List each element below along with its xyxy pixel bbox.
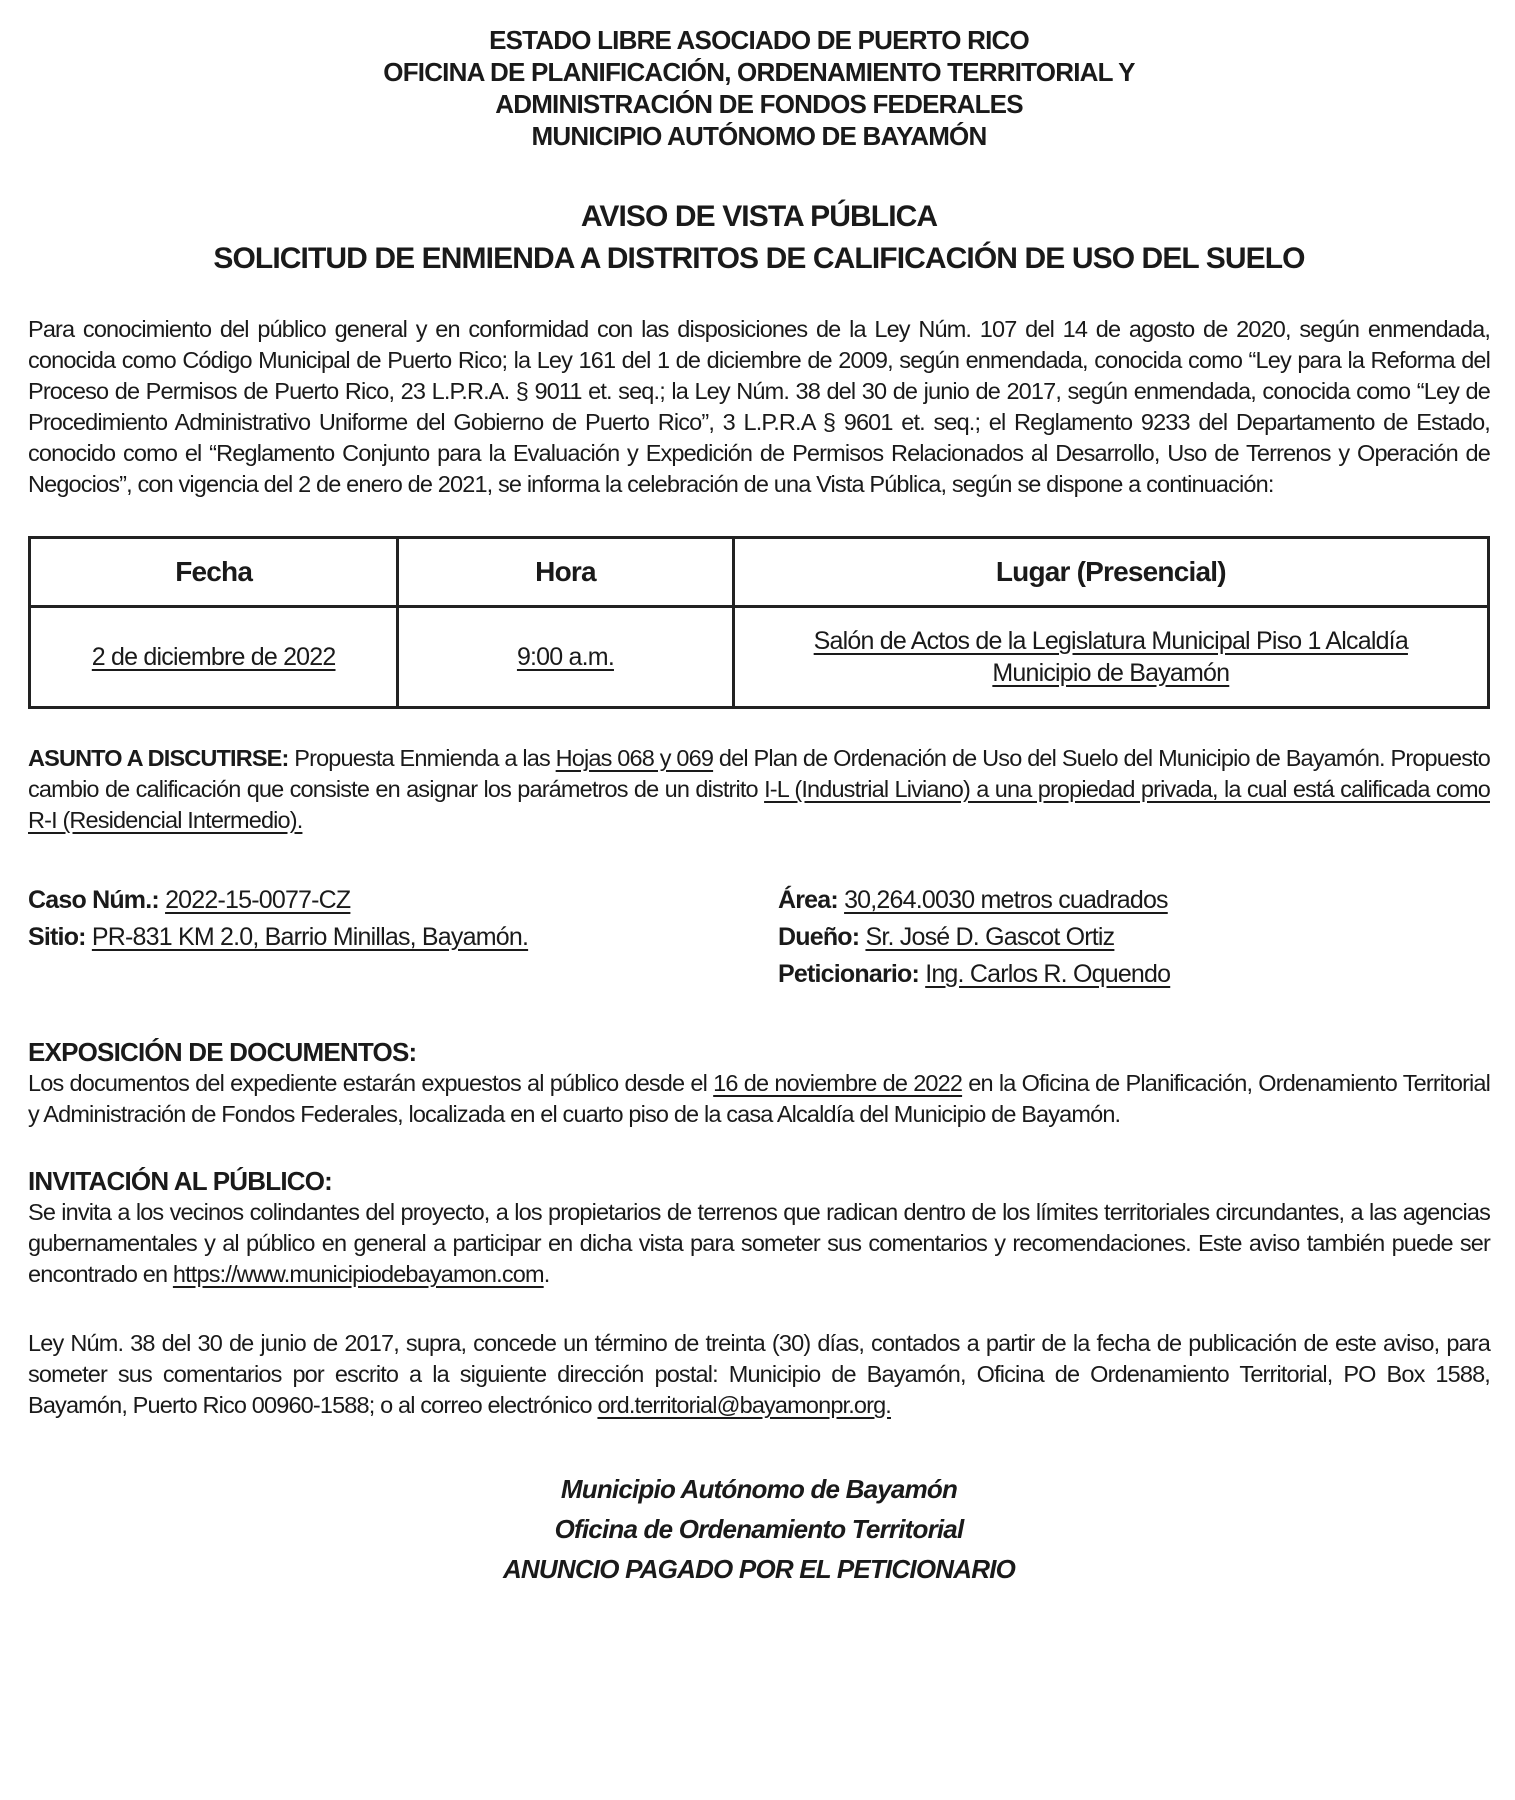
area-label: Área: — [778, 886, 838, 914]
time-column-header: Hora — [398, 538, 733, 607]
case-details — [28, 882, 1490, 993]
notice-footer — [28, 1469, 1490, 1589]
table-row — [30, 607, 1489, 708]
exposition-paragraph — [28, 1068, 1490, 1130]
site-label: Sitio: — [28, 923, 86, 951]
subject-district-change: I-L (Industrial Liviano) a una propiedad privada, la cual está calificada como R-I (Residencial Intermedio). — [28, 776, 1490, 833]
invitation-text-2: . — [543, 1261, 550, 1287]
footer-line-3: ANUNCIO PAGADO POR EL PETICIONARIO — [502, 1554, 1016, 1584]
case-details-right — [778, 882, 1490, 993]
petitioner-value: Ing. Carlos R. Oquendo — [925, 960, 1171, 988]
date-column-header: Fecha — [30, 538, 398, 607]
subject-text-2: del Plan de Ordenación de Uso del Suelo del Municipio de Bayamón. Propuesto cambio de calificación que consiste en asignar los parámetros de un distrito — [28, 745, 1490, 802]
place-column-header: Lugar (Presencial) — [733, 538, 1488, 607]
hearing-date-cell — [30, 607, 398, 708]
area-value: 30,264.0030 metros cuadrados — [844, 886, 1168, 914]
contact-email-link[interactable]: ord.territorial@bayamonpr.org. — [597, 1392, 891, 1418]
case-number-row — [28, 882, 778, 919]
case-details-left — [28, 882, 778, 993]
petitioner-row — [778, 956, 1490, 993]
site-row — [28, 919, 778, 956]
header-line-3: ADMINISTRACIÓN DE FONDOS FEDERALES — [495, 89, 1023, 119]
area-row — [778, 882, 1490, 919]
petitioner-label: Peticionario: — [778, 960, 920, 988]
exposition-text-2: en la Oficina de Planificación, Ordenamiento Territorial y Administración de Fondos Federales, localizada en el cuarto piso de la casa Alcaldía del Municipio de Bayamón. — [28, 1070, 1491, 1127]
hearing-date: 2 de diciembre de 2022 — [91, 643, 336, 671]
owner-label: Dueño: — [778, 923, 860, 951]
municipality-website-link[interactable]: https://www.municipiodebayamon.com — [172, 1261, 544, 1287]
notice-content — [28, 24, 1490, 1589]
law-paragraph — [28, 1328, 1490, 1421]
subject-text-1: Propuesta Enmienda a las — [288, 745, 556, 771]
subject-paragraph — [28, 743, 1490, 836]
owner-row — [778, 919, 1490, 956]
site-value: PR-831 KM 2.0, Barrio Minillas, Bayamón. — [91, 923, 529, 951]
title-line-2: SOLICITUD DE ENMIENDA A DISTRITOS DE CALIFICACIÓN DE USO DEL SUELO — [213, 242, 1305, 275]
table-header-row — [30, 538, 1489, 607]
exposition-date: 16 de noviembre de 2022 — [713, 1070, 963, 1096]
exposition-heading: EXPOSICIÓN DE DOCUMENTOS: — [28, 1037, 417, 1067]
title-line-1: AVISO DE VISTA PÚBLICA — [580, 200, 938, 233]
footer-line-1: Municipio Autónomo de Bayamón — [560, 1474, 958, 1504]
hearing-time: 9:00 a.m. — [516, 643, 614, 671]
header-line-4: MUNICIPIO AUTÓNOMO DE BAYAMÓN — [531, 121, 987, 151]
hearing-schedule-table — [28, 536, 1490, 709]
intro-paragraph: Para conocimiento del público general y en conformidad con las disposiciones de la Ley Núm. 107 del 14 de agosto de 2020, según enmendada, conocida como Código Municipal de Puerto Rico; la Ley 161 del 1 de diciembre de 2009, según enmendada, conocida como “Ley para la Reforma del Proceso de Permisos de Puerto Rico, 23 L.P.R.A. § 9011 et. seq.; la Ley Núm. 38 del 30 de junio de 2017, según enmendada, conocida como “Ley de Procedimiento Administrativo Uniforme del Gobierno de Puerto Rico”, 3 L.P.R.A § 9601 et. seq.; el Reglamento 9233 del Departamento de Estado, conocido como el “Reglamento Conjunto para la Evaluación y Expedición de Permisos Relacionados al Desarrollo, Uso de Terrenos y Operación de Negocios”, con vigencia del 2 de enero de 2021, se informa la celebración de una Vista Pública, según se dispone a continuación: — [28, 316, 1490, 497]
subject-label: ASUNTO A DISCUTIRSE: — [28, 745, 289, 771]
case-number-label: Caso Núm.: — [28, 886, 159, 914]
hearing-place-line-2: Municipio de Bayamón — [992, 659, 1230, 687]
subject-sheets: Hojas 068 y 069 — [555, 745, 714, 771]
footer-line-2: Oficina de Ordenamiento Territorial — [554, 1514, 964, 1544]
header-line-2: OFICINA DE PLANIFICACIÓN, ORDENAMIENTO TERRITORIAL Y — [383, 57, 1135, 87]
invitation-paragraph — [28, 1197, 1490, 1290]
hearing-time-cell — [398, 607, 733, 708]
hearing-place-cell — [733, 607, 1488, 708]
owner-value: Sr. José D. Gascot Ortiz — [865, 923, 1115, 951]
exposition-text-1: Los documentos del expediente estarán expuestos al público desde el — [28, 1070, 714, 1096]
case-number-value: 2022-15-0077-CZ — [165, 886, 351, 914]
invitation-text-1: Se invita a los vecinos colindantes del proyecto, a los propietarios de terrenos que radican dentro de los límites territoriales circundantes, a las agencias gubernamentales y al público en general a participar en dicha vista para someter sus comentarios y recomendaciones. Este aviso también puede ser encontrado en — [28, 1199, 1490, 1287]
agency-header — [28, 24, 1490, 152]
hearing-place-line-1: Salón de Actos de la Legislatura Municipal Piso 1 Alcaldía — [813, 627, 1408, 655]
notice-title — [28, 196, 1490, 280]
law-text-1: Ley Núm. 38 del 30 de junio de 2017, supra, concede un término de treinta (30) días, contados a partir de la fecha de publicación de este aviso, para someter sus comentarios por escrito a la siguiente dirección postal: Municipio de Bayamón, Oficina de Ordenamiento Territorial, PO Box 1588, Bayamón, Puerto Rico 00960-1588; o al correo electrónico — [28, 1330, 1490, 1418]
header-line-1: ESTADO LIBRE ASOCIADO DE PUERTO RICO — [489, 25, 1029, 55]
invitation-heading: INVITACIÓN AL PÚBLICO: — [28, 1166, 333, 1196]
